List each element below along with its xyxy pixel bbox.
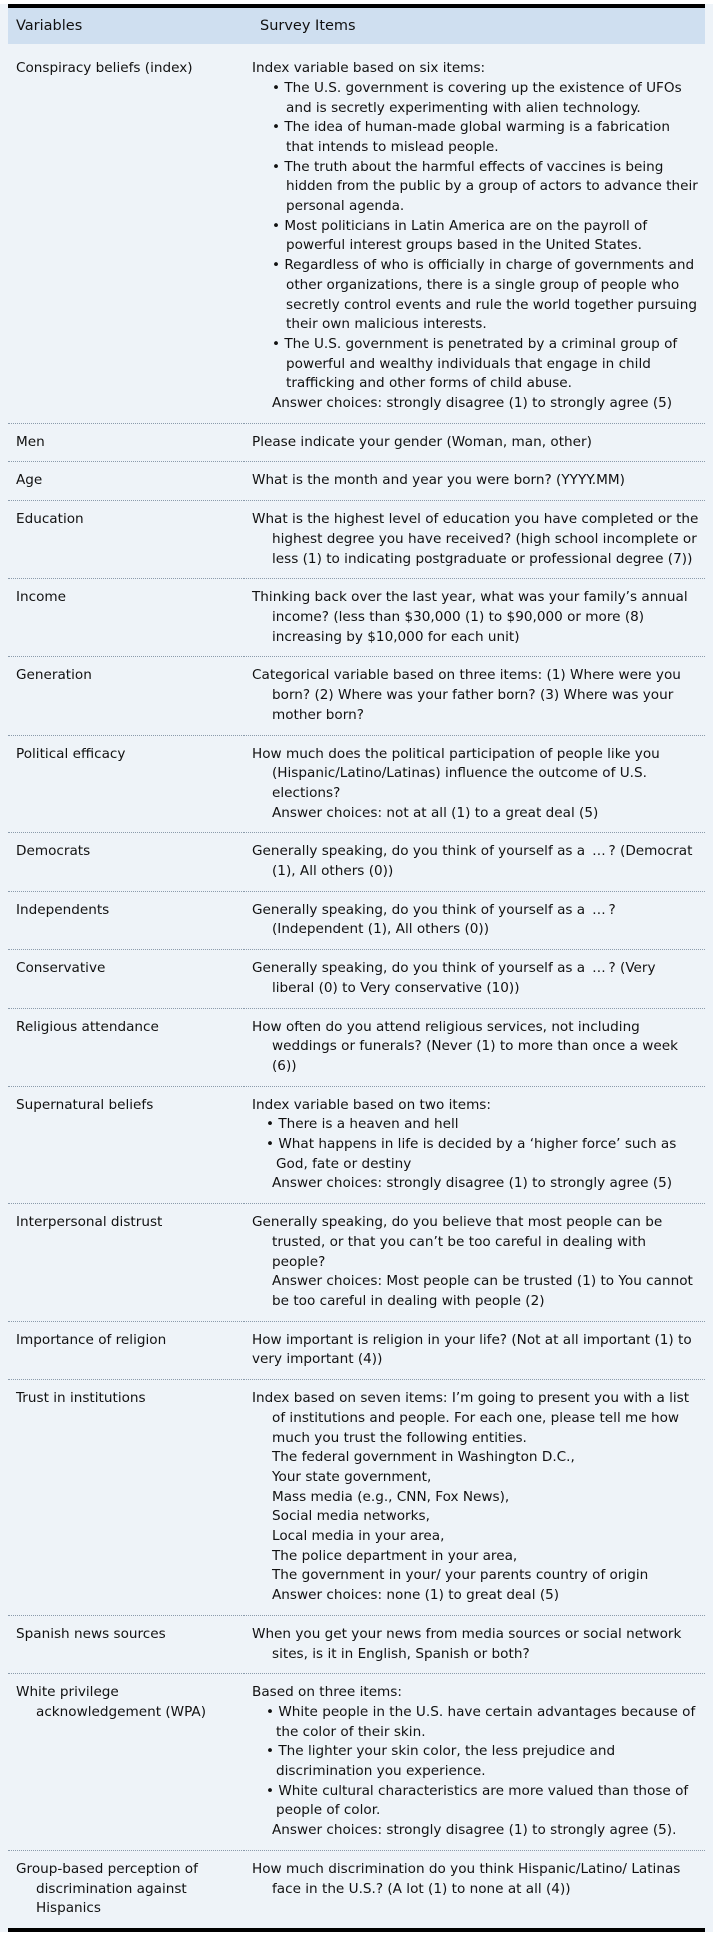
table-header-row: [8, 8, 705, 44]
survey-item-bullet: • Most politicians in Latin America are on the payroll of powerful interest groups based in the United States.: [252, 217, 699, 256]
variable-name: Political efficacy: [16, 745, 126, 762]
variable-name: Education: [16, 511, 84, 528]
variable-name: White privilege acknowledgement (WPA): [16, 1684, 207, 1720]
survey-item-line: When you get your news from media sources or social network sites, is it in English, Spanish or both?: [252, 1625, 682, 1662]
variable-name: Religious attendance: [16, 1018, 159, 1035]
table-row: [8, 833, 705, 891]
table-row: [8, 891, 705, 949]
survey-item-line: Answer choices: strongly disagree (1) to strongly agree (5): [272, 1175, 673, 1192]
variable-name-cell: [8, 579, 244, 657]
survey-item-line: Mass media (e.g., CNN, Fox News),: [272, 1488, 510, 1505]
survey-item-lines: [252, 510, 699, 569]
survey-item-line: What is the highest level of education you have completed or the highest degree you have received? (high school incomplete or less (1) to indicating postgraduate or professional degree (7)): [252, 511, 699, 567]
survey-item-cell: [244, 1380, 705, 1616]
survey-item-line: Answer choices: Most people can be trusted (1) to You cannot be too careful in dealing with people (2): [272, 1273, 693, 1309]
variable-name-cell: [8, 1850, 244, 1928]
survey-item-cell: [244, 1615, 705, 1673]
column-header-survey-items: Survey Items: [244, 8, 705, 44]
survey-item-lines: [252, 745, 699, 824]
variable-name-cell: [8, 1086, 244, 1204]
survey-item-cell: [244, 1321, 705, 1379]
variable-name: Importance of religion: [16, 1331, 167, 1348]
survey-item-cell: [244, 950, 705, 1008]
variable-name: Independents: [16, 901, 110, 918]
survey-item-line: Generally speaking, do you think of yourself as a … ? (Independent (1), All others (0)): [252, 901, 616, 938]
survey-item-line: How often do you attend religious services, not including weddings or funerals? (Never (1) to more than once a week (6)): [252, 1018, 678, 1074]
survey-item-lines: [252, 1331, 699, 1370]
table-row: [8, 423, 705, 462]
survey-item-line: Generally speaking, do you think of yourself as a … ? (Very liberal (0) to Very conservative (10)): [252, 960, 656, 996]
variable-name: Men: [16, 433, 45, 450]
survey-item-cell: [244, 891, 705, 949]
variable-name-cell: [8, 1674, 244, 1851]
survey-item-bullet: • The idea of human-made global warming is a fabrication that intends to mislead people.: [252, 118, 699, 157]
survey-item-bullet: • The U.S. government is covering up the existence of UFOs and is secretly experimenting with alien technology.: [252, 79, 699, 118]
variable-name-cell: [8, 891, 244, 949]
variable-name-cell: [8, 1204, 244, 1322]
variable-name-cell: [8, 1321, 244, 1379]
survey-item-lines: [252, 1860, 699, 1899]
survey-item-cell: [244, 735, 705, 833]
survey-item-line: Index variable based on six items:: [252, 60, 486, 77]
survey-item-cell: [244, 1008, 705, 1086]
survey-item-line: The government in your/ your parents country of origin: [272, 1567, 649, 1584]
survey-item-cell: [244, 657, 705, 735]
survey-item-line: Answer choices: strongly disagree (1) to strongly agree (5).: [272, 1822, 677, 1839]
variable-name-cell: [8, 1615, 244, 1673]
survey-item-line: Please indicate your gender (Woman, man, other): [252, 433, 592, 450]
survey-item-cell: [244, 501, 705, 579]
variable-name-cell: [8, 735, 244, 833]
survey-item-cell: [244, 833, 705, 891]
variable-name-cell: [8, 462, 244, 501]
survey-item-line: How much does the political participation of people like you (Hispanic/Latino/Latinas) influence the outcome of U.S. elections?: [252, 745, 660, 801]
survey-item-line: The police department in your area,: [272, 1547, 518, 1564]
variable-name: Age: [16, 472, 43, 489]
table-row: [8, 462, 705, 501]
survey-item-line: How much discrimination do you think Hispanic/Latino/ Latinas face in the U.S.? (A lot (1) to none at all (4)): [252, 1860, 681, 1897]
survey-item-bullet: • The U.S. government is penetrated by a criminal group of powerful and wealthy individuals that engage in child trafficking and other forms of child abuse.: [252, 335, 699, 394]
variable-name-cell: [8, 1380, 244, 1616]
survey-item-cell: [244, 1674, 705, 1851]
survey-item-lines: [252, 1096, 699, 1195]
survey-item-bullet: • Regardless of who is officially in charge of governments and other organizations, there is a single group of people who secretly control events and rule the world together pursuing their own malicious interests.: [252, 256, 699, 335]
table-row: [8, 50, 705, 423]
table-row: [8, 1086, 705, 1204]
survey-item-bullet: • White people in the U.S. have certain advantages because of the color of their skin.: [252, 1703, 699, 1742]
survey-item-bullet: • The lighter your skin color, the less prejudice and discrimination you experience.: [252, 1742, 699, 1781]
variable-name: Conspiracy beliefs (index): [16, 60, 193, 77]
survey-item-cell: [244, 50, 705, 423]
variable-name-cell: [8, 950, 244, 1008]
survey-item-bullet: • The truth about the harmful effects of vaccines is being hidden from the public by a group of actors to advance their personal agenda.: [252, 158, 699, 217]
survey-item-line: Categorical variable based on three items: (1) Where were you born? (2) Where was your father born? (3) Where was your mother born?: [252, 667, 681, 723]
survey-item-cell: [244, 1850, 705, 1928]
survey-item-cell: [244, 579, 705, 657]
table-row: [8, 579, 705, 657]
survey-item-bullet: • White cultural characteristics are more valued than those of people of color.: [252, 1782, 699, 1821]
table-row: [8, 657, 705, 735]
survey-item-line: Answer choices: not at all (1) to a great deal (5): [272, 804, 599, 821]
survey-item-line: Your state government,: [272, 1468, 432, 1485]
survey-item-bullet: • What happens in life is decided by a ‘higher force’ such as God, fate or destiny: [252, 1135, 699, 1174]
survey-item-line: Based on three items:: [252, 1684, 402, 1701]
variable-name: Democrats: [16, 843, 91, 860]
table-row: [8, 1380, 705, 1616]
table-row: [8, 950, 705, 1008]
variable-name: Trust in institutions: [16, 1390, 146, 1407]
survey-item-cell: [244, 423, 705, 462]
survey-item-bullet: • There is a heaven and hell: [252, 1115, 699, 1135]
survey-item-lines: [252, 1213, 699, 1312]
variable-name: Spanish news sources: [16, 1625, 166, 1642]
variable-name-cell: [8, 657, 244, 735]
table-row: [8, 501, 705, 579]
table-row: [8, 1321, 705, 1379]
survey-item-lines: [252, 59, 699, 414]
survey-item-lines: [252, 1389, 699, 1606]
column-header-variables: Variables: [8, 8, 244, 44]
survey-item-cell: [244, 462, 705, 501]
survey-item-line: Local media in your area,: [272, 1528, 445, 1545]
table-bottom-rule: [8, 1928, 705, 1932]
survey-item-lines: [252, 666, 699, 725]
survey-item-line: Answer choices: strongly disagree (1) to strongly agree (5): [272, 395, 673, 412]
variable-name-cell: [8, 423, 244, 462]
survey-item-lines: [252, 471, 699, 491]
variable-name-cell: [8, 1008, 244, 1086]
survey-item-lines: [252, 433, 699, 453]
survey-item-lines: [252, 842, 699, 881]
survey-item-line: The federal government in Washington D.C.,: [272, 1449, 575, 1466]
table-row: [8, 1850, 705, 1928]
survey-item-line: Index variable based on two items:: [252, 1096, 491, 1113]
table-row: [8, 1674, 705, 1851]
survey-item-line: How important is religion in your life? (Not at all important (1) to very important (4)): [252, 1331, 692, 1368]
survey-items-table: [8, 8, 705, 1928]
table-body: [8, 50, 705, 1928]
survey-item-lines: [252, 1683, 699, 1841]
survey-item-line: What is the month and year you were born? (YYYY.MM): [252, 472, 625, 489]
variable-name: Supernatural beliefs: [16, 1096, 154, 1113]
survey-item-lines: [252, 901, 699, 940]
variable-name-cell: [8, 50, 244, 423]
table-row: [8, 1204, 705, 1322]
survey-item-line: Index based on seven items: I’m going to present you with a list of institutions and people. For each one, please tell me how much you trust the following entities.: [252, 1390, 690, 1446]
survey-item-lines: [252, 588, 699, 647]
survey-item-cell: [244, 1086, 705, 1204]
variable-name-cell: [8, 501, 244, 579]
variable-name: Conservative: [16, 960, 106, 977]
table-row: [8, 1615, 705, 1673]
table-row: [8, 1008, 705, 1086]
variable-name: Interpersonal distrust: [16, 1214, 163, 1231]
survey-item-line: Answer choices: none (1) to great deal (5): [272, 1587, 560, 1604]
survey-item-lines: [252, 1018, 699, 1077]
variable-name: Generation: [16, 667, 92, 684]
variable-name: Group-based perception of discrimination against Hispanics: [16, 1860, 198, 1917]
survey-item-lines: [252, 959, 699, 998]
survey-item-line: Social media networks,: [272, 1508, 430, 1525]
survey-item-line: Generally speaking, do you think of yourself as a … ? (Democrat (1), All others (0)): [252, 843, 693, 880]
survey-item-lines: [252, 1625, 699, 1664]
variable-name-cell: [8, 833, 244, 891]
variable-name: Income: [16, 589, 67, 606]
table-header: [8, 8, 705, 50]
survey-items-table-container: [0, 4, 713, 1932]
survey-item-line: Generally speaking, do you believe that most people can be trusted, or that you can’t be too careful in dealing with people?: [252, 1214, 663, 1270]
survey-item-line: Thinking back over the last year, what was your family’s annual income? (less than $30,000 (1) to $90,000 or more (8) increasing by $10,000 for each unit): [252, 589, 688, 645]
table-row: [8, 735, 705, 833]
survey-item-cell: [244, 1204, 705, 1322]
